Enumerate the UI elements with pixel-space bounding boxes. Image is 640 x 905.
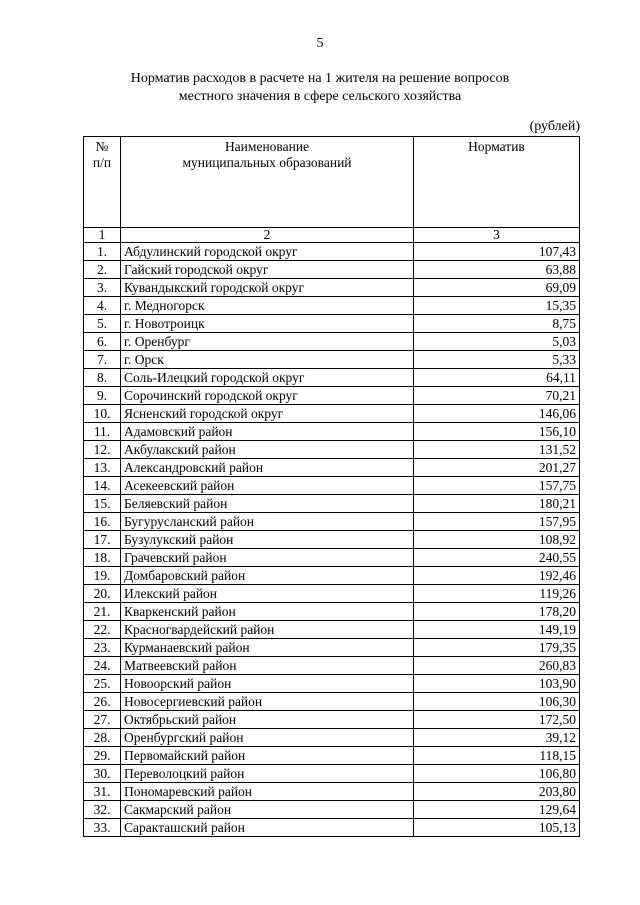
row-value: 180,21 [414, 495, 580, 513]
header-name [121, 137, 414, 228]
row-number: 18. [84, 549, 121, 567]
row-name: Александровский район [121, 459, 414, 477]
row-name: Акбулакский район [121, 441, 414, 459]
row-name: Илекский район [121, 585, 414, 603]
row-number: 27. [84, 711, 121, 729]
column-number: 2 [121, 228, 414, 243]
row-value: 118,15 [414, 747, 580, 765]
table-row [84, 441, 580, 459]
row-name: Абдулинский городской округ [121, 243, 414, 261]
header-value: Норматив [414, 137, 580, 228]
row-name: г. Оренбург [121, 333, 414, 351]
row-number: 29. [84, 747, 121, 765]
row-name: Ясненский городской округ [121, 405, 414, 423]
row-number: 8. [84, 369, 121, 387]
table-row [84, 639, 580, 657]
table-row [84, 243, 580, 261]
row-value: 107,43 [414, 243, 580, 261]
row-value: 5,03 [414, 333, 580, 351]
table-row [84, 513, 580, 531]
row-value: 119,26 [414, 585, 580, 603]
row-value: 146,06 [414, 405, 580, 423]
row-value: 105,13 [414, 819, 580, 837]
row-number: 2. [84, 261, 121, 279]
row-name: Переволоцкий район [121, 765, 414, 783]
row-value: 69,09 [414, 279, 580, 297]
row-name: Первомайский район [121, 747, 414, 765]
row-name: Матвеевский район [121, 657, 414, 675]
table-row [84, 801, 580, 819]
table-row [84, 333, 580, 351]
table-row [84, 387, 580, 405]
table-row [84, 315, 580, 333]
table-row [84, 279, 580, 297]
row-name: Асекеевский район [121, 477, 414, 495]
row-name: Октябрьский район [121, 711, 414, 729]
row-name: Саракташский район [121, 819, 414, 837]
row-name: Адамовский район [121, 423, 414, 441]
row-number: 19. [84, 567, 121, 585]
table-row [84, 495, 580, 513]
row-number: 15. [84, 495, 121, 513]
table-row [84, 819, 580, 837]
row-name: г. Медногорск [121, 297, 414, 315]
table-row [84, 711, 580, 729]
title-line-1: Норматив расходов в расчете на 1 жителя на решение вопросов [130, 71, 510, 86]
row-value: 8,75 [414, 315, 580, 333]
table-row [84, 477, 580, 495]
row-name: Курманаевский район [121, 639, 414, 657]
table-body [84, 243, 580, 837]
table-row [84, 423, 580, 441]
row-number: 24. [84, 657, 121, 675]
row-name: Пономаревский район [121, 783, 414, 801]
table-row [84, 783, 580, 801]
row-name: Гайский городской округ [121, 261, 414, 279]
document-title [0, 70, 640, 106]
table-row [84, 765, 580, 783]
table-row [84, 531, 580, 549]
row-number: 14. [84, 477, 121, 495]
table-row [84, 369, 580, 387]
table-row [84, 351, 580, 369]
row-name: Соль-Илецкий городской округ [121, 369, 414, 387]
row-name: г. Орск [121, 351, 414, 369]
row-value: 179,35 [414, 639, 580, 657]
row-name: Кваркенский район [121, 603, 414, 621]
row-number: 23. [84, 639, 121, 657]
row-value: 240,55 [414, 549, 580, 567]
norms-table [83, 136, 580, 837]
table-row [84, 729, 580, 747]
row-number: 7. [84, 351, 121, 369]
row-name: Бугурусланский район [121, 513, 414, 531]
row-number: 12. [84, 441, 121, 459]
row-value: 70,21 [414, 387, 580, 405]
header-number-line-2: п/п [92, 155, 112, 170]
row-value: 63,88 [414, 261, 580, 279]
row-number: 17. [84, 531, 121, 549]
table-row [84, 621, 580, 639]
row-name: Новоорский район [121, 675, 414, 693]
table-row [84, 693, 580, 711]
row-value: 131,52 [414, 441, 580, 459]
row-name: Сорочинский городской округ [121, 387, 414, 405]
row-number: 5. [84, 315, 121, 333]
row-value: 178,20 [414, 603, 580, 621]
row-value: 157,95 [414, 513, 580, 531]
table-row [84, 297, 580, 315]
row-name: Кувандыкский городской округ [121, 279, 414, 297]
column-number: 3 [414, 228, 580, 243]
row-name: Бузулукский район [121, 531, 414, 549]
row-value: 15,35 [414, 297, 580, 315]
row-number: 25. [84, 675, 121, 693]
row-value: 172,50 [414, 711, 580, 729]
row-number: 21. [84, 603, 121, 621]
row-value: 192,46 [414, 567, 580, 585]
row-number: 3. [84, 279, 121, 297]
row-number: 32. [84, 801, 121, 819]
row-number: 11. [84, 423, 121, 441]
row-name: Домбаровский район [121, 567, 414, 585]
table-row [84, 459, 580, 477]
row-value: 39,12 [414, 729, 580, 747]
row-number: 31. [84, 783, 121, 801]
row-value: 108,92 [414, 531, 580, 549]
table-row [84, 405, 580, 423]
table-row [84, 747, 580, 765]
row-value: 260,83 [414, 657, 580, 675]
table-row [84, 585, 580, 603]
table-row [84, 261, 580, 279]
table-header-row [84, 137, 580, 228]
row-value: 64,11 [414, 369, 580, 387]
row-name: Оренбургский район [121, 729, 414, 747]
row-value: 5,33 [414, 351, 580, 369]
row-value: 203,80 [414, 783, 580, 801]
row-number: 1. [84, 243, 121, 261]
row-name: Красногвардейский район [121, 621, 414, 639]
table-row [84, 657, 580, 675]
row-value: 149,19 [414, 621, 580, 639]
header-name-line-1: Наименование [224, 139, 310, 154]
row-name: Грачевский район [121, 549, 414, 567]
row-number: 28. [84, 729, 121, 747]
table-row [84, 567, 580, 585]
page-number: 5 [316, 36, 324, 51]
row-value: 156,10 [414, 423, 580, 441]
row-number: 10. [84, 405, 121, 423]
row-number: 20. [84, 585, 121, 603]
row-value: 201,27 [414, 459, 580, 477]
table-row [84, 675, 580, 693]
column-number: 1 [84, 228, 121, 243]
row-value: 106,30 [414, 693, 580, 711]
row-value: 103,90 [414, 675, 580, 693]
row-number: 26. [84, 693, 121, 711]
row-number: 22. [84, 621, 121, 639]
row-number: 33. [84, 819, 121, 837]
row-number: 16. [84, 513, 121, 531]
row-name: г. Новотроицк [121, 315, 414, 333]
header-number [84, 137, 121, 228]
title-line-2: местного значения в сфере сельского хозяйства [178, 89, 462, 104]
row-number: 13. [84, 459, 121, 477]
row-value: 106,80 [414, 765, 580, 783]
row-value: 157,75 [414, 477, 580, 495]
row-name: Сакмарский район [121, 801, 414, 819]
row-number: 30. [84, 765, 121, 783]
header-number-line-1: № [95, 139, 109, 154]
column-number-row [84, 228, 580, 243]
row-name: Беляевский район [121, 495, 414, 513]
table-row [84, 549, 580, 567]
table-row [84, 603, 580, 621]
unit-label: (рублей) [529, 119, 580, 134]
row-number: 6. [84, 333, 121, 351]
row-value: 129,64 [414, 801, 580, 819]
row-name: Новосергиевский район [121, 693, 414, 711]
header-name-line-2: муниципальных образований [182, 155, 352, 170]
row-number: 4. [84, 297, 121, 315]
row-number: 9. [84, 387, 121, 405]
